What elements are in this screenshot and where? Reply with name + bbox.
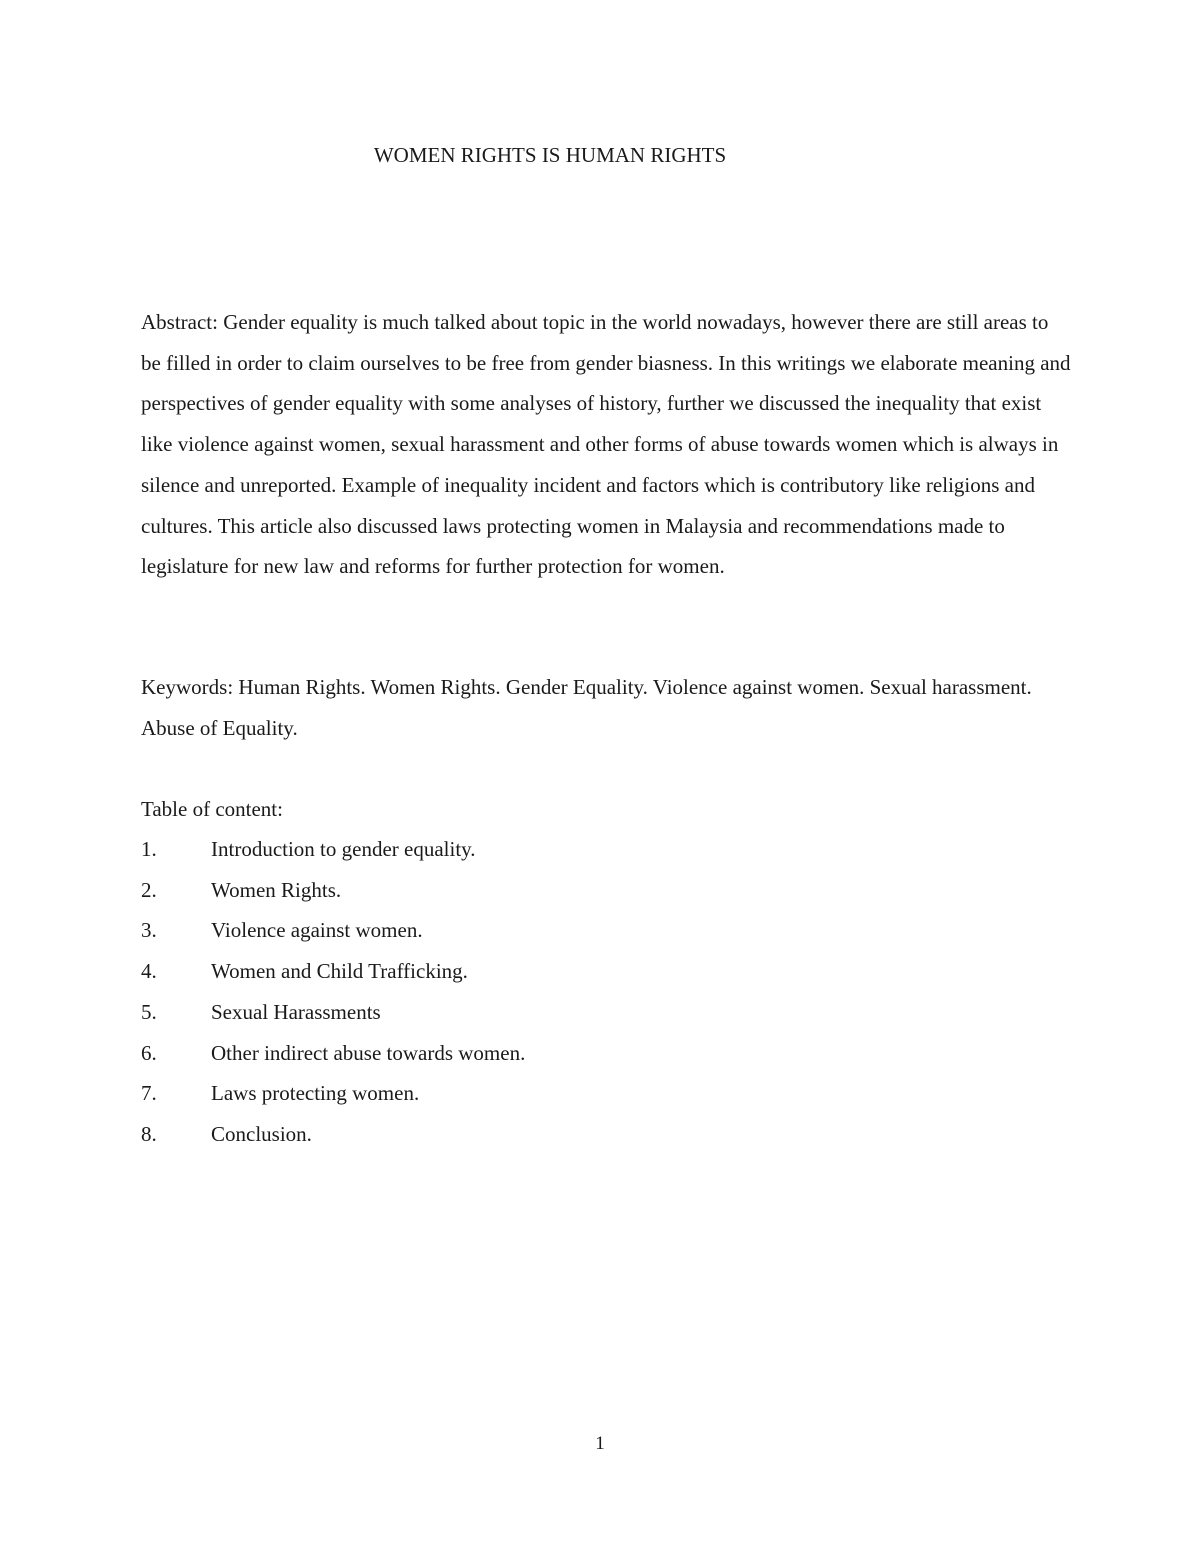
- toc-item-number: 5.: [141, 999, 157, 1024]
- document-title: WOMEN RIGHTS IS HUMAN RIGHTS: [373, 143, 727, 167]
- toc-item: [141, 870, 1041, 911]
- toc-item-label: Conclusion.: [211, 1121, 312, 1146]
- toc-item-number: 7.: [141, 1081, 157, 1106]
- toc-item-number: 3.: [141, 918, 157, 943]
- toc-item-number: 1.: [141, 837, 157, 861]
- toc-item-label: Sexual Harassments: [211, 999, 381, 1024]
- toc-item-label: Introduction to gender equality.: [211, 837, 476, 861]
- toc-item: [141, 910, 1041, 951]
- keywords-paragraph: Keywords: Human Rights. Women Rights. Gender Equality. Violence against women. Sexual harassment. Abuse of Equality.: [141, 675, 1032, 740]
- toc-item-label: Women and Child Trafficking.: [211, 959, 468, 984]
- toc-item: [141, 1073, 1041, 1114]
- toc-item: [141, 951, 1041, 992]
- toc-item-label: Violence against women.: [211, 918, 423, 943]
- toc-item-number: 4.: [141, 959, 157, 984]
- toc-item: [141, 829, 1041, 870]
- toc-item-number: 8.: [141, 1121, 157, 1146]
- abstract-paragraph: Abstract: Gender equality is much talked about topic in the world nowadays, however there are still areas to be filled in order to claim ourselves to be free from gender biasness. In this writings we elaborate meaning and perspectives of gender equality with some analyses of history, further we discussed the inequality that exist like violence against women, sexual harassment and other forms of abuse towards women which is always in silence and unreported. Example of inequality incident and factors which is contributory like religions and cultures. This article also discussed laws protecting women in Malaysia and recommendations made to legislature for new law and reforms for further protection for women.: [141, 310, 1071, 579]
- toc-item-number: 2.: [141, 877, 157, 902]
- toc-item: [141, 992, 1041, 1033]
- toc-item: [141, 1033, 1041, 1074]
- toc-item-label: Other indirect abuse towards women.: [211, 1040, 526, 1065]
- toc-item-label: Laws protecting women.: [211, 1081, 420, 1106]
- toc-item: [141, 1114, 1041, 1155]
- page-number: 1: [595, 1433, 605, 1454]
- toc-item-number: 6.: [141, 1040, 157, 1065]
- table-of-contents: [141, 829, 1041, 1155]
- toc-heading: Table of content:: [141, 797, 283, 821]
- toc-item-label: Women Rights.: [211, 877, 342, 902]
